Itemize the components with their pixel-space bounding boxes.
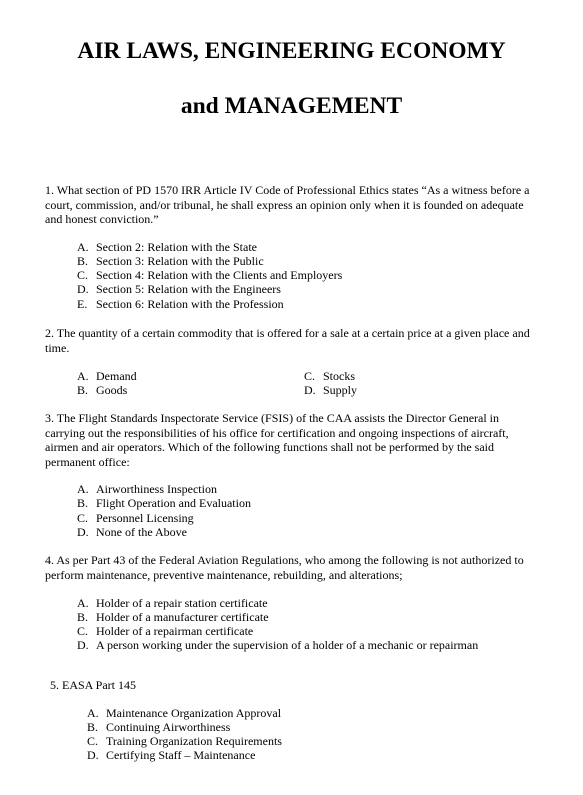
option-letter: A. <box>77 482 89 496</box>
option-text: Section 6: Relation with the Profession <box>96 297 284 311</box>
option-letter: C. <box>87 734 99 748</box>
option-letter: C. <box>77 511 89 525</box>
option-letter: B. <box>77 383 89 397</box>
question-2-option-b <box>77 383 127 398</box>
option-text: Holder of a repair station certificate <box>96 596 268 610</box>
question-3-option-a <box>77 482 217 497</box>
question-1-option-b <box>77 254 264 269</box>
option-text: Maintenance Organization Approval <box>106 706 282 720</box>
question-3-option-c <box>77 511 194 526</box>
option-letter: D. <box>77 525 89 539</box>
option-letter: A. <box>77 596 89 610</box>
question-4-option-c <box>77 624 253 639</box>
option-text: Supply <box>323 383 358 397</box>
question-1-option-d <box>77 282 281 297</box>
question-4-stem: 4. As per Part 43 of the Federal Aviation Regulations, who among the following is not authorized to perform maintenance, preventive maintenance, rebuilding, and alterations; <box>45 553 524 582</box>
question-4-option-b <box>77 610 269 625</box>
option-letter: B. <box>77 254 89 268</box>
option-text: None of the Above <box>96 525 187 539</box>
option-text: Airworthiness Inspection <box>96 482 217 496</box>
option-letter: E. <box>77 297 88 311</box>
option-text: Section 3: Relation with the Public <box>96 254 264 268</box>
option-letter: D. <box>77 282 89 296</box>
question-1-option-a <box>77 240 257 255</box>
page-title-line-1: AIR LAWS, ENGINEERING ECONOMY <box>77 38 506 64</box>
page-title-line-2: and MANAGEMENT <box>180 93 403 119</box>
question-2-option-c <box>304 369 355 384</box>
option-text: Demand <box>96 369 137 383</box>
option-text: Stocks <box>323 369 356 383</box>
option-letter: A. <box>77 240 89 254</box>
option-text: Personnel Licensing <box>96 511 194 525</box>
question-3-option-d <box>77 525 187 540</box>
option-text: Training Organization Requirements <box>106 734 282 748</box>
option-letter: C. <box>77 624 89 638</box>
question-3-option-b <box>77 496 251 511</box>
question-2-option-d <box>304 383 357 398</box>
option-letter: C. <box>304 369 316 383</box>
option-letter: A. <box>87 706 99 720</box>
option-text: Certifying Staff – Maintenance <box>106 748 256 762</box>
question-5-option-a <box>87 706 281 721</box>
option-letter: D. <box>87 748 99 762</box>
option-letter: B. <box>87 720 99 734</box>
option-text: Section 2: Relation with the State <box>96 240 257 254</box>
option-text: Section 5: Relation with the Engineers <box>96 282 281 296</box>
option-text: A person working under the supervision of a holder of a mechanic or repairman <box>96 638 479 652</box>
question-1-option-e <box>77 297 284 312</box>
question-2-stem: 2. The quantity of a certain commodity that is offered for a sale at a certain price at a given place and time. <box>45 326 530 355</box>
option-text: Flight Operation and Evaluation <box>96 496 251 510</box>
question-4-option-a <box>77 596 268 611</box>
option-letter: A. <box>77 369 89 383</box>
option-text: Continuing Airworthiness <box>106 720 231 734</box>
option-text: Holder of a repairman certificate <box>96 624 254 638</box>
option-text: Section 4: Relation with the Clients and Employers <box>96 268 343 282</box>
question-1-stem: 1. What section of PD 1570 IRR Article IV Code of Professional Ethics states “As a witness before a court, commission, and/or tribunal, he shall express an opinion only when it is founded on adequate and honest conviction.” <box>45 183 530 226</box>
question-5-stem: 5. EASA Part 145 <box>50 678 137 692</box>
question-1-option-c <box>77 268 342 283</box>
question-4-option-d <box>77 638 478 653</box>
option-text: Holder of a manufacturer certificate <box>96 610 269 624</box>
option-letter: B. <box>77 610 89 624</box>
question-3-stem: 3. The Flight Standards Inspectorate Service (FSIS) of the CAA assists the Director General in carrying out the responsibilities of his office for certification and ongoing inspections of aircraft, airmen and air operators. Which of the following functions shall not be performed by the said permanent office: <box>45 411 509 469</box>
option-text: Goods <box>96 383 128 397</box>
option-letter: C. <box>77 268 89 282</box>
option-letter: D. <box>77 638 89 652</box>
question-5-option-d <box>87 748 255 763</box>
option-letter: B. <box>77 496 89 510</box>
question-5-option-b <box>87 720 230 735</box>
question-5-option-c <box>87 734 282 749</box>
question-2-option-a <box>77 369 137 384</box>
option-letter: D. <box>304 383 316 397</box>
